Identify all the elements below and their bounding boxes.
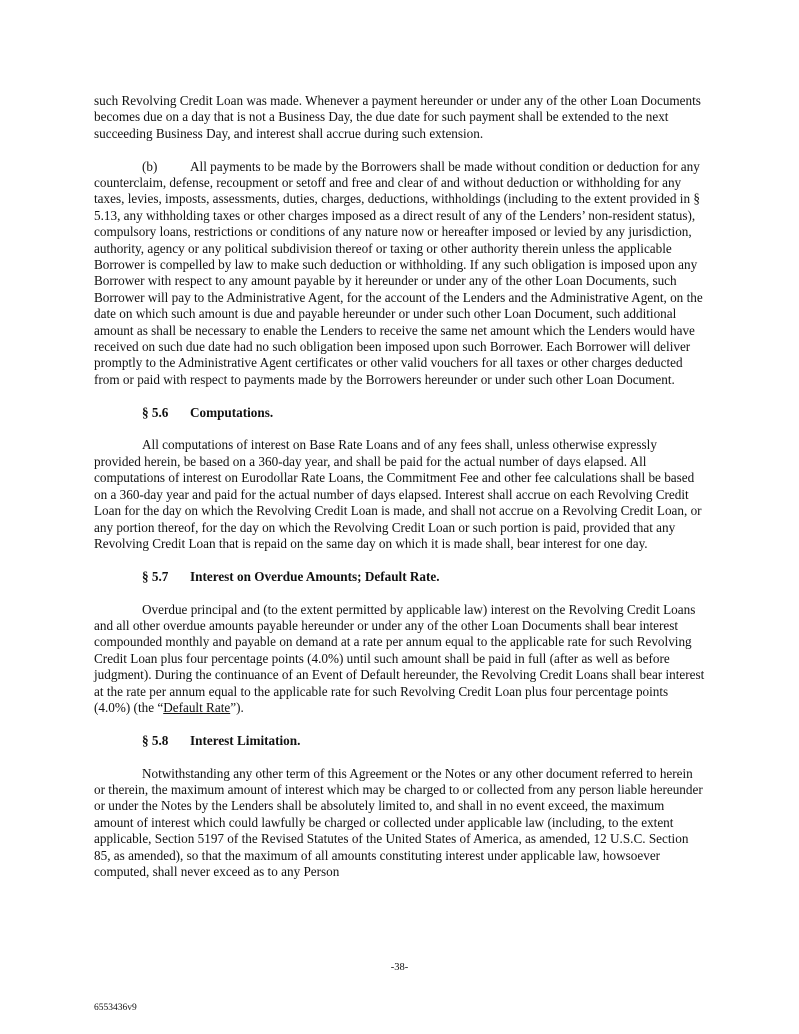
defined-term-default-rate: Default Rate (163, 699, 231, 715)
section-title: Interest Limitation. (190, 732, 301, 748)
section-5-7-heading (94, 569, 706, 585)
document-id: 6553436v9 (94, 1003, 137, 1013)
section-5-7-text: Overdue principal and (to the extent permitted by applicable law) interest on the Revolving Credit Loans and all other overdue amounts payable hereunder or under any of the other Loan Documents shall bear interest compounded monthly and payable on demand at a rate per annum equal to the applicable rate for such Revolving Credit Loan plus four percentage points (4.0%) until such amount shall be paid in full (after as well as before judgment). During the continuance of an Event of Default hereunder, the Revolving Credit Loans shall bear interest at the rate per annum equal to the applicable rate for such Revolving Credit Loan plus four percentage points (4.0%) (the “ (94, 601, 705, 715)
section-number: § 5.6 (142, 404, 169, 420)
section-5-6-heading (94, 405, 706, 421)
section-5-8-heading (94, 733, 706, 749)
section-5-7-text-end: ”). (230, 699, 244, 715)
section-title: Interest on Overdue Amounts; Default Rate. (190, 568, 440, 584)
section-5-6-body: All computations of interest on Base Rate Loans and of any fees shall, unless otherwise expressly provided herein, be based on a 360-day year, and shall be paid for the actual number of days elapsed. All computations of interest on Eurodollar Rate Loans, the Commitment Fee and other fee calculations shall be based on a 360-day year and paid for the actual number of days elapsed. Interest shall accrue on each Revolving Credit Loan for the day on which the Revolving Credit Loan is made, and shall not accrue on a Revolving Credit Loan, or any portion thereof, for the day on which the Revolving Credit Loan or such portion is paid, provided that any Revolving Credit Loan that is repaid on the same day on which it is made shall, bear interest for one day. (94, 437, 702, 551)
section-5-8-body: Notwithstanding any other term of this Agreement or the Notes or any other document referred to herein or therein, the maximum amount of interest which may be charged to or collected from any person liable hereunder or under the Notes by the Lenders shall be absolutely limited to, and shall in no event exceed, the maximum amount of interest which could lawfully be charged or collected under applicable law (including, to the extent applicable, Section 5197 of the Revised Statutes of the United States of America, as amended, 12 U.S.C. Section 85, as amended), so that the maximum of all amounts constituting interest under applicable law, howsoever computed, shall never exceed as to any Person (94, 765, 703, 879)
section-number: § 5.7 (142, 568, 169, 584)
document-page (94, 93, 706, 897)
page-number: -38- (390, 962, 409, 973)
paragraph-b (94, 159, 706, 389)
section-5-7-body (94, 602, 706, 717)
section-number: § 5.8 (142, 732, 169, 748)
section-title: Computations. (190, 404, 274, 420)
paragraph-b-label: (b) (142, 158, 158, 174)
paragraph-b-text: All payments to be made by the Borrowers shall be made without condition or deduction for any counterclaim, defense, recoupment or setoff and free and clear of and without deduction or withholding for any taxes, levies, imposts, assessments, duties, charges, deductions, withholdings (including to the extent provided in § 5.13, any withholding taxes or other charges imposed as a direct result of any of the Lenders’ non-resident status), compulsory loans, restrictions or conditions of any nature now or hereafter imposed or levied by any jurisdiction, authority, agency or any political subdivision thereof or taxing or other authority therein unless the applicable Borrower is compelled by law to make such deduction or withholding. If any such obligation is imposed upon any Borrower with respect to any amount payable by it hereunder or under any of the other Loan Documents, such Borrower will pay to the Administrative Agent, for the account of the Lenders and the Administrative Agent, on the date on which such amount is due and payable hereunder or under such other Loan Document, such additional amount as shall be necessary to enable the Lenders to receive the same net amount which the Lenders would have received on such due date had no such obligation been imposed upon such Borrower. Each Borrower will deliver promptly to the Administrative Agent certificates or other valid vouchers for all taxes or other charges deducted from or paid with respect to payments made by the Borrowers hereunder or under such other Loan Document. (94, 158, 703, 387)
paragraph-continuation: such Revolving Credit Loan was made. Whenever a payment hereunder or under any of the other Loan Documents becomes due on a day that is not a Business Day, the due date for such payment shall be extended to the next succeeding Business Day, and interest shall accrue during such extension. (94, 93, 701, 141)
